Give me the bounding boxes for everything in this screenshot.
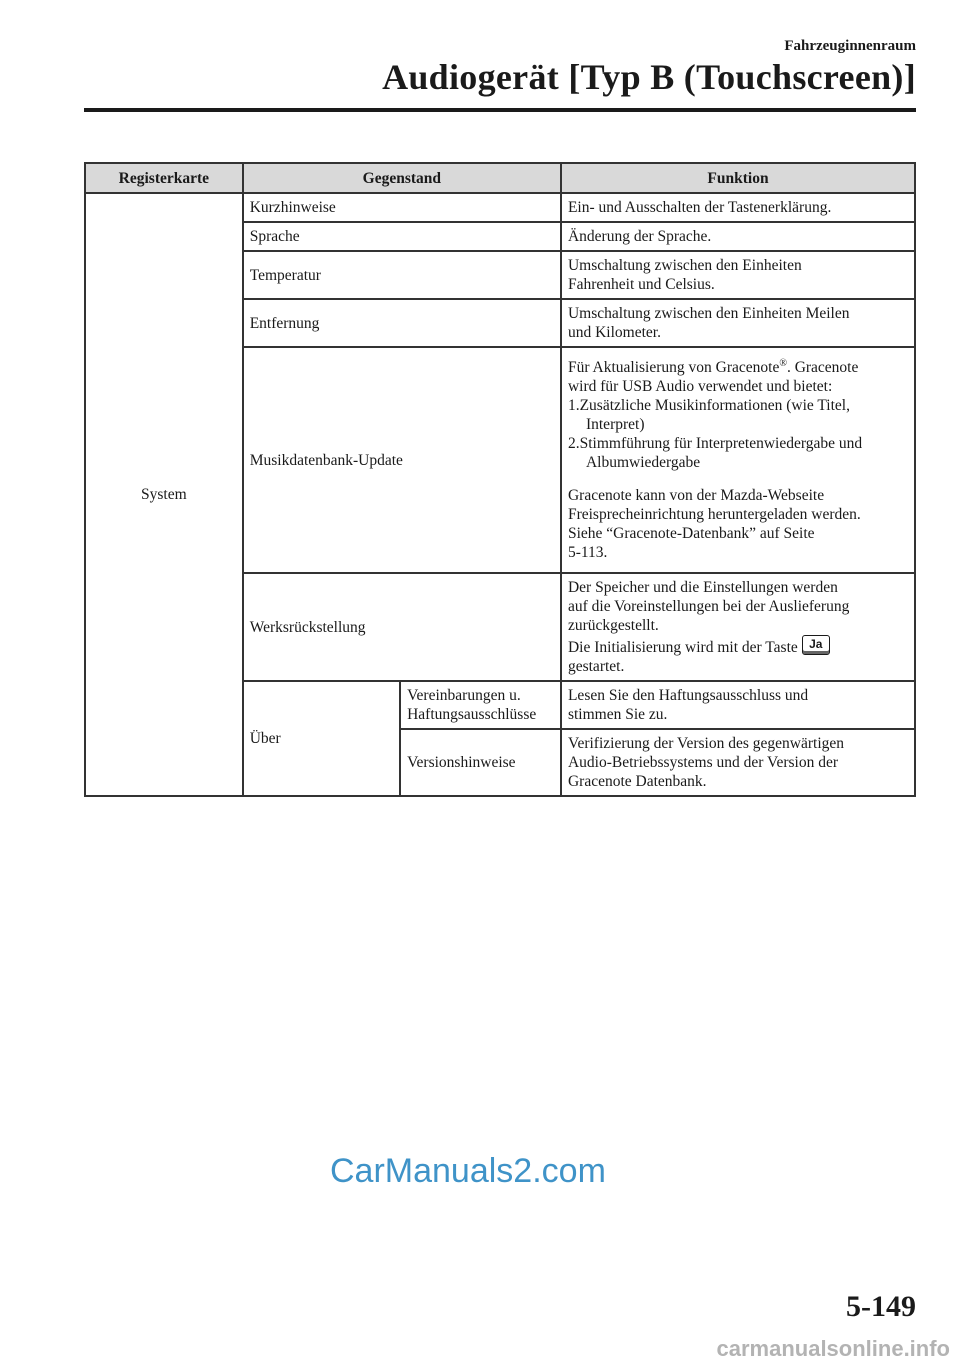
table-header-row <box>85 163 915 193</box>
function-text: . Gracenote <box>786 359 859 376</box>
function-line: Umschaltung zwischen den Einheiten Meilen <box>567 305 850 322</box>
function-text: Die Initialisierung wird mit der Taste <box>567 639 798 656</box>
function-line <box>568 635 908 657</box>
function-line: Gracenote kann von der Mazda-Webseite <box>567 487 825 504</box>
item-temperatur: Temperatur <box>243 251 561 299</box>
item-ueber: Über <box>243 681 400 796</box>
function-musikdatenbank <box>561 347 915 573</box>
function-line: wird für USB Audio verwendet und bietet: <box>567 378 833 395</box>
function-temperatur <box>561 251 915 299</box>
registered-mark: ® <box>779 357 787 369</box>
function-line: zurückgestellt. <box>567 617 659 634</box>
list-item: 2.Stimmführung für Interpretenwiedergabe und Albumwiedergabe <box>567 435 863 471</box>
function-sprache: Änderung der Sprache. <box>561 222 915 251</box>
list-item: 1.Zusätzliche Musikinformationen (wie Titel, Interpret) <box>567 397 850 433</box>
function-line: Audio-Betriebssystems und der Version der <box>567 754 839 771</box>
tab-system: System <box>85 193 243 796</box>
title-rule <box>84 108 916 112</box>
ja-button-icon: Ja <box>802 635 830 655</box>
item-entfernung: Entfernung <box>243 299 561 347</box>
header-function: Funktion <box>561 163 915 193</box>
page-title: Audiogerät [Typ B (Touchscreen)] <box>382 57 916 97</box>
item-musikdatenbank: Musikdatenbank-Update <box>243 347 561 573</box>
function-line: Der Speicher und die Einstellungen werden <box>567 579 838 596</box>
function-line: und Kilometer. <box>567 324 661 341</box>
function-vereinbarungen <box>561 681 915 729</box>
subitem-versionshinweise: Versionshinweise <box>400 729 561 796</box>
function-entfernung <box>561 299 915 347</box>
subitem-line: Haftungsausschlüsse <box>407 706 537 723</box>
footer-site-text: carmanualsonline.info <box>716 1336 950 1361</box>
function-text: Für Aktualisierung von Gracenote <box>567 359 780 376</box>
item-werksrueckstellung: Werksrückstellung <box>243 573 561 681</box>
item-sprache: Sprache <box>243 222 561 251</box>
function-line: Lesen Sie den Haftungsausschluss und <box>567 687 809 704</box>
settings-table <box>84 162 916 797</box>
function-line: Umschaltung zwischen den Einheiten <box>567 257 802 274</box>
watermark-text: CarManuals2.com <box>330 1152 606 1190</box>
section-heading: Fahrzeuginnenraum <box>784 38 916 54</box>
function-line: Gracenote Datenbank. <box>567 773 707 790</box>
function-werksrueckstellung <box>561 573 915 681</box>
function-line <box>568 358 908 377</box>
table-row <box>85 193 915 222</box>
item-kurzhinweise: Kurzhinweise <box>243 193 561 222</box>
function-line: gestartet. <box>567 658 625 675</box>
header-tab: Registerkarte <box>85 163 243 193</box>
function-line: auf die Voreinstellungen bei der Auslieferung <box>567 598 850 615</box>
function-line: Freisprecheinrichtung heruntergeladen werden. <box>567 506 861 523</box>
page-number: 5-149 <box>846 1290 916 1323</box>
function-line: Siehe “Gracenote-Datenbank” auf Seite <box>567 525 815 542</box>
subitem-vereinbarungen <box>400 681 561 729</box>
header-item: Gegenstand <box>243 163 561 193</box>
function-line: Fahrenheit und Celsius. <box>567 276 715 293</box>
function-kurzhinweise: Ein- und Ausschalten der Tastenerklärung. <box>561 193 915 222</box>
function-line: stimmen Sie zu. <box>567 706 668 723</box>
function-line: Verifizierung der Version des gegenwärtigen <box>567 735 845 752</box>
function-versionshinweise <box>561 729 915 796</box>
function-line: 5-113. <box>567 544 608 561</box>
subitem-line: Vereinbarungen u. <box>407 687 521 704</box>
